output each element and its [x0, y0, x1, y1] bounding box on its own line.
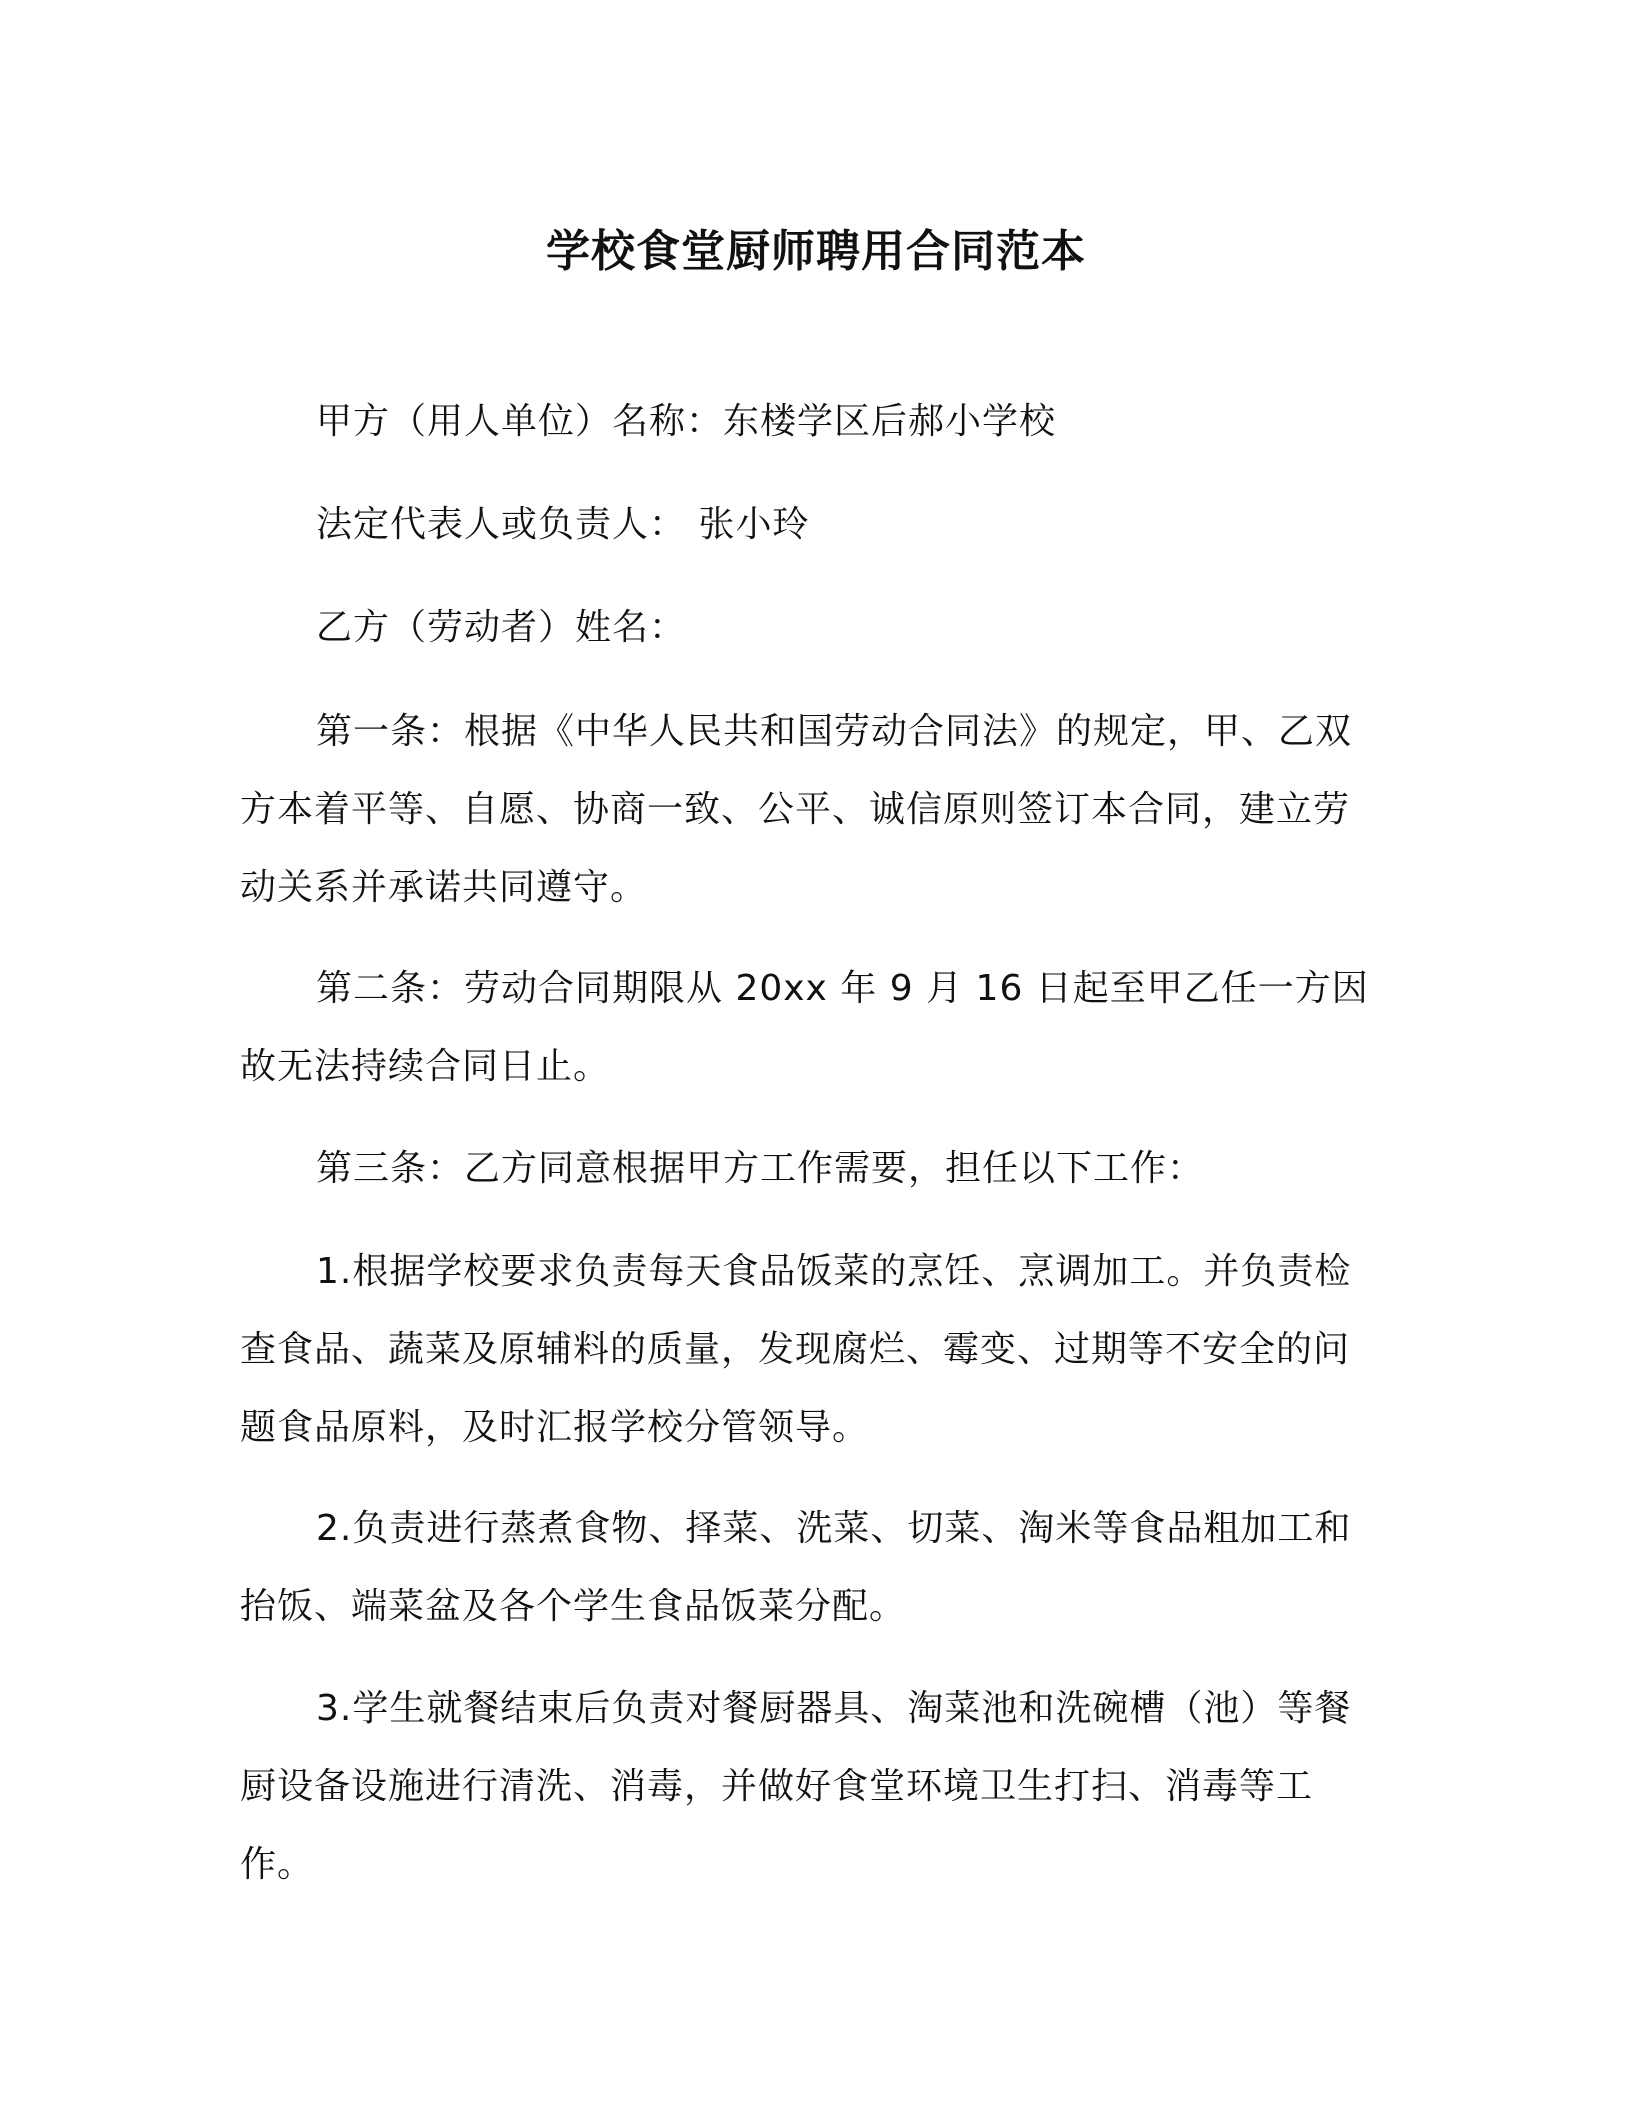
article-3 [240, 1130, 1380, 1208]
article-1-text: 第一条：根据《中华人民共和国劳动合同法》的规定，甲、乙双方本着平等、自愿、协商一致、公平、诚信原则签订本合同，建立劳动关系并承诺共同遵守。 [240, 711, 1353, 908]
party-a-line: 甲方（用人单位）名称：东楼学区后郝小学校 [316, 401, 1057, 442]
article-2-text: 第二条：劳动合同期限从 20xx 年 9 月 16 日起至甲乙任一方因故无法持续合同日止。 [240, 968, 1369, 1087]
representative-line: 法定代表人或负责人： 张小玲 [316, 504, 810, 545]
duty-2 [240, 1490, 1380, 1646]
duty-1-text: 1.根据学校要求负责每天食品饭菜的烹饪、烹调加工。并负责检查食品、蔬菜及原辅料的质量，发现腐烂、霉变、过期等不安全的问题食品原料，及时汇报学校分管领导。 [240, 1251, 1352, 1448]
article-2 [240, 950, 1380, 1106]
duty-3 [240, 1670, 1380, 1904]
article-3-text: 第三条：乙方同意根据甲方工作需要，担任以下工作： [316, 1148, 1205, 1189]
duty-1 [240, 1233, 1380, 1467]
duty-2-text: 2.负责进行蒸煮食物、择菜、洗菜、切菜、淘米等食品粗加工和抬饭、端菜盆及各个学生食品饭菜分配。 [240, 1508, 1352, 1627]
party-b-line: 乙方（劳动者）姓名： [316, 607, 687, 648]
document-title: 学校食堂厨师聘用合同范本 [546, 226, 1086, 277]
duty-3-text: 3.学生就餐结束后负责对餐厨器具、淘菜池和洗碗槽（池）等餐厨设备设施进行清洗、消毒，并做好食堂环境卫生打扫、消毒等工作。 [240, 1688, 1352, 1885]
article-1 [240, 693, 1380, 927]
